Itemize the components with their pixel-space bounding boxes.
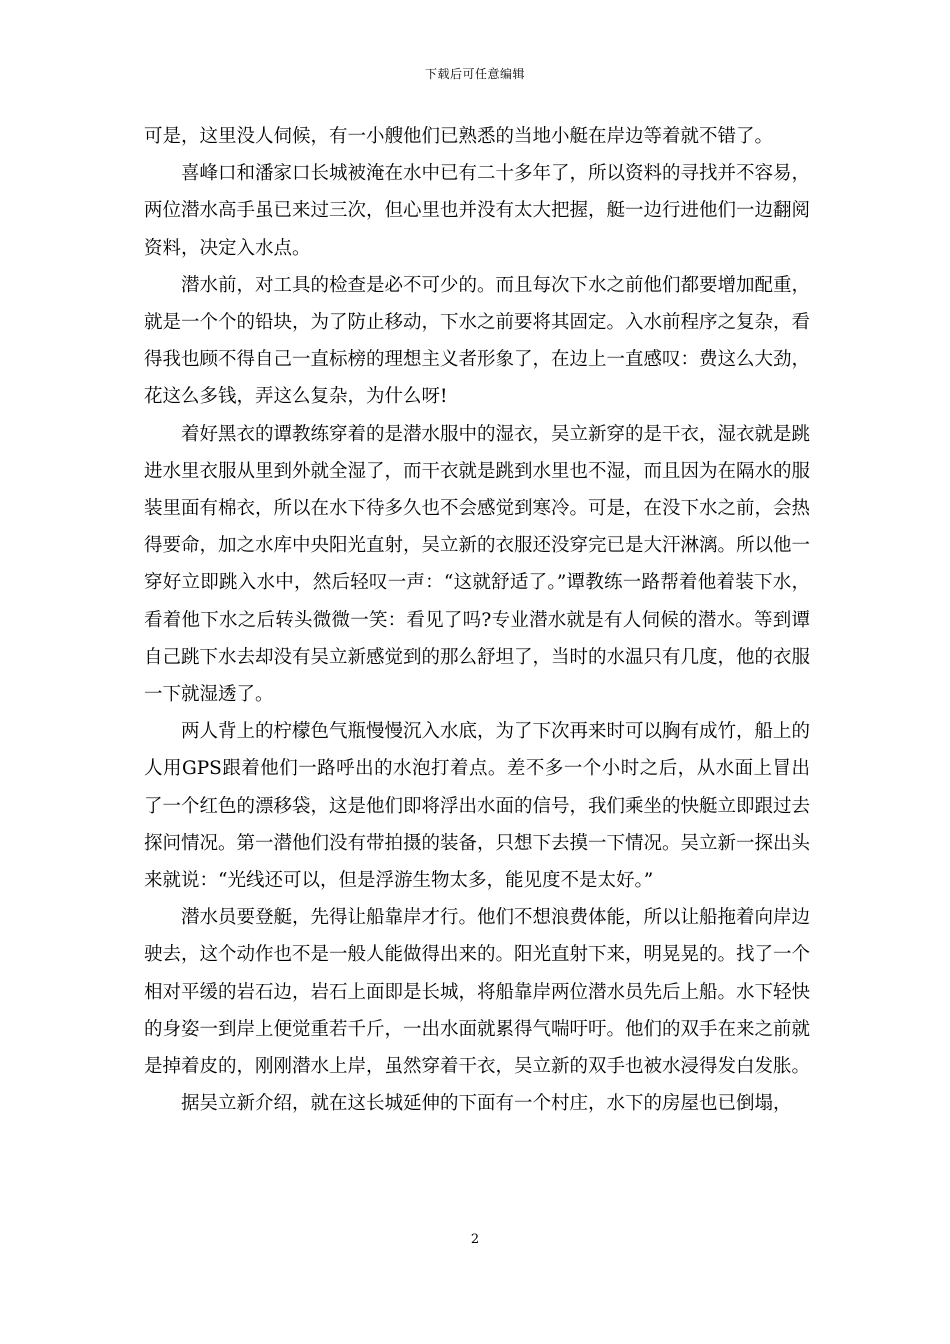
paragraph: 据吴立新介绍，就在这长城延伸的下面有一个村庄，水下的房屋也已倒塌， [181,1093,792,1115]
paragraph: 两人背上的柠檬色气瓶慢慢沉入水底，为了下次再来时可以胸有成竹，船上的人用GPS跟着他们一路呼出的水泡打着点。差不多一个小时之后，从水面上冒出了一个红色的漂移袋，这是他们即将浮出水面的信号，我们乘坐的快艇立即跟过去探问情况。第一潜他们没有带拍摄的装备，只想下去摸一下情况。吴立新一探出头来就说：“光线还可以，但是浮游生物太多，能见度不是太好。” [144,721,811,892]
body-text [144,118,810,1122]
page-header-note: 下载后可任意编辑 [424,67,525,81]
paragraph: 喜峰口和潘家口长城被淹在水中已有二十多年了，所以资料的寻找并不容易，两位潜水高手虽已来过三次，但心里也并没有太大把握，艇一边行进他们一边翻阅资料，决定入水点。 [144,163,811,259]
paragraph: 潜水前，对工具的检查是必不可少的。而且每次下水之前他们都要增加配重，就是一个个的铅块，为了防止移动，下水之前要将其固定。入水前程序之复杂，看得我也顾不得自己一直标榜的理想主义者形象了，在边上一直感叹：费这么大劲，花这么多钱，弄这么复杂，为什么呀! [144,274,811,408]
paragraph: 着好黑衣的谭教练穿着的是潜水服中的湿衣，吴立新穿的是干衣，湿衣就是跳进水里衣服从里到外就全湿了，而干衣就是跳到水里也不湿，而且因为在隔水的服装里面有棉衣，所以在水下待多久也不会感觉到寒冷。可是，在没下水之前，会热得要命，加之水库中央阳光直射，吴立新的衣服还没穿完已是大汗淋漓。所以他一穿好立即跳入水中，然后轻叹一声：“这就舒适了。”谭教练一路帮着他着装下水，看着他下水之后转头微微一笑：看见了吗?专业潜水就是有人伺候的潜水。等到谭自己跳下水去却没有吴立新感觉到的那么舒坦了，当时的水温只有几度，他的衣服一下就湿透了。 [144,423,811,706]
page-number: 2 [470,1232,480,1247]
paragraph-continuation: 可是，这里没人伺候，有一小艘他们已熟悉的当地小艇在岸边等着就不错了。 [144,126,774,147]
paragraph: 潜水员要登艇，先得让船靠岸才行。他们不想浪费体能，所以让船拖着向岸边驶去，这个动作也不是一般人能做得出来的。阳光直射下来，明晃晃的。找了一个相对平缓的岩石边，岩石上面即是长城，将船靠岸两位潜水员先后上船。水下轻快的身姿一到岸上便觉重若千斤，一出水面就累得气喘吁吁。他们的双手在来之前就是掉着皮的，刚刚潜水上岸，虽然穿着干衣，吴立新的双手也被水浸得发白发胀。 [144,907,811,1078]
